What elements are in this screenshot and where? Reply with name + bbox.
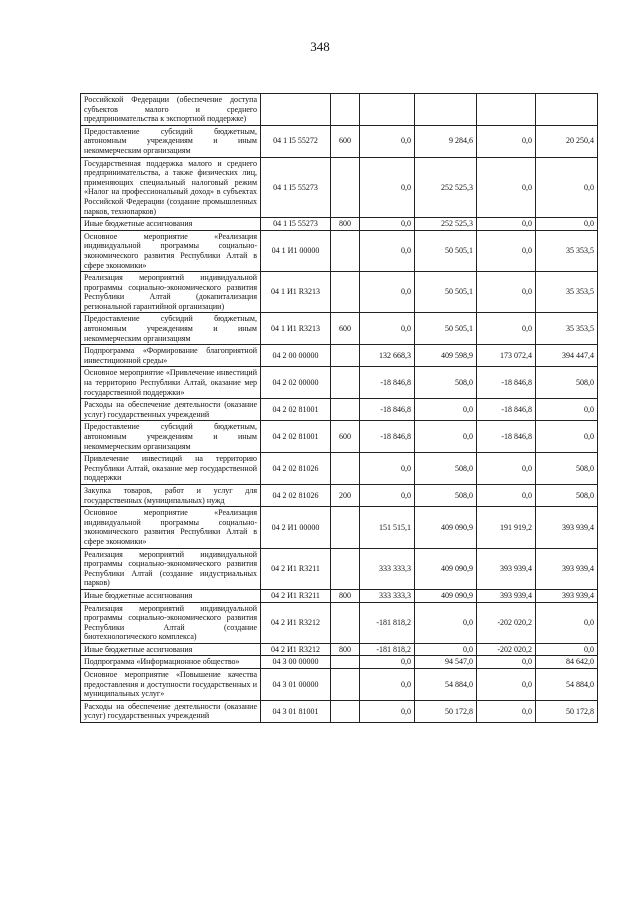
row-name: Предоставление субсидий бюджетным, автономным учреждениям и иным некоммерческим организациям: [81, 313, 261, 345]
table-row: [81, 367, 598, 399]
budget-table: [80, 93, 598, 723]
row-value-2: 0,0: [415, 421, 477, 453]
table-row: [81, 484, 598, 506]
row-value-4: 508,0: [536, 484, 598, 506]
row-value-4: 393 939,4: [536, 589, 598, 602]
row-expense-type: [331, 700, 360, 722]
table-row: [81, 453, 598, 485]
row-value-2: 9 284,6: [415, 125, 477, 157]
row-expense-type: [331, 94, 360, 126]
row-name: Основное мероприятие «Привлечение инвестиций на территорию Республики Алтай, оказание мер государственной поддержки»: [81, 367, 261, 399]
row-name: Российской Федерации (обеспечение доступа субъектов малого и среднего предпринимательства к экспортной поддержке): [81, 94, 261, 126]
table-row: [81, 94, 598, 126]
row-value-1: 151 515,1: [360, 507, 415, 548]
row-value-1: 333 333,3: [360, 589, 415, 602]
row-name: Основное мероприятие «Реализация индивидуальной программы социально-экономического развития Республики Алтай в сфере экономики»: [81, 230, 261, 271]
row-value-1: 0,0: [360, 157, 415, 218]
row-value-3: 173 072,4: [477, 345, 536, 367]
row-value-2: 409 090,9: [415, 507, 477, 548]
row-expense-type: [331, 367, 360, 399]
row-value-2: 508,0: [415, 367, 477, 399]
row-value-3: 0,0: [477, 313, 536, 345]
row-code: 04 3 00 00000: [261, 656, 331, 669]
row-value-1: 0,0: [360, 125, 415, 157]
row-value-3: 393 939,4: [477, 548, 536, 589]
row-value-4: 84 642,0: [536, 656, 598, 669]
table-row: [81, 548, 598, 589]
row-value-3: 0,0: [477, 700, 536, 722]
table-row: [81, 125, 598, 157]
row-code: 04 2 02 00000: [261, 367, 331, 399]
row-value-3: 0,0: [477, 272, 536, 313]
row-value-1: 0,0: [360, 656, 415, 669]
row-value-4: 35 353,5: [536, 313, 598, 345]
table-row: [81, 421, 598, 453]
row-code: 04 2 И1 R3212: [261, 643, 331, 656]
table-row: [81, 669, 598, 701]
row-value-4: 393 939,4: [536, 548, 598, 589]
row-code: 04 1 И1 R3213: [261, 313, 331, 345]
row-name: Реализация мероприятий индивидуальной программы социально-экономического развития Республики Алтай (докапитализация региональной гарантийной организации): [81, 272, 261, 313]
row-value-3: 0,0: [477, 656, 536, 669]
row-expense-type: [331, 602, 360, 643]
row-value-3: -202 020,2: [477, 643, 536, 656]
row-name: Расходы на обеспечение деятельности (оказание услуг) государственных учреждений: [81, 700, 261, 722]
row-value-2: 409 090,9: [415, 589, 477, 602]
row-value-1: 0,0: [360, 669, 415, 701]
row-name: Реализация мероприятий индивидуальной программы социально-экономического развития Республики Алтай (создание биотехнологического комплекса): [81, 602, 261, 643]
row-name: Подпрограмма «Информационное общество»: [81, 656, 261, 669]
row-expense-type: 800: [331, 589, 360, 602]
page-number: 348: [310, 39, 330, 54]
row-name: Расходы на обеспечение деятельности (оказание услуг) государственных учреждений: [81, 399, 261, 421]
row-value-4: 508,0: [536, 453, 598, 485]
row-value-1: 0,0: [360, 700, 415, 722]
row-expense-type: [331, 345, 360, 367]
row-value-1: -181 818,2: [360, 602, 415, 643]
row-name: Закупка товаров, работ и услуг для государственных (муниципальных) нужд: [81, 484, 261, 506]
row-value-1: -181 818,2: [360, 643, 415, 656]
row-expense-type: 600: [331, 313, 360, 345]
row-value-4: 393 939,4: [536, 507, 598, 548]
row-value-3: 0,0: [477, 669, 536, 701]
table-row: [81, 345, 598, 367]
row-value-2: 50 505,1: [415, 313, 477, 345]
row-value-2: 508,0: [415, 453, 477, 485]
row-name: Предоставление субсидий бюджетным, автономным учреждениям и иным некоммерческим организациям: [81, 125, 261, 157]
row-expense-type: [331, 669, 360, 701]
row-value-1: 0,0: [360, 313, 415, 345]
row-value-4: 0,0: [536, 218, 598, 231]
row-value-4: 0,0: [536, 399, 598, 421]
row-code: 04 1 I5 55273: [261, 218, 331, 231]
row-code: 04 3 01 00000: [261, 669, 331, 701]
row-name: Предоставление субсидий бюджетным, автономным учреждениям и иным некоммерческим организациям: [81, 421, 261, 453]
row-value-4: 394 447,4: [536, 345, 598, 367]
row-code: 04 2 00 00000: [261, 345, 331, 367]
row-code: [261, 94, 331, 126]
row-value-4: 50 172,8: [536, 700, 598, 722]
row-code: 04 3 01 81001: [261, 700, 331, 722]
row-value-2: 94 547,0: [415, 656, 477, 669]
table-row: [81, 313, 598, 345]
row-name: Основное мероприятие «Реализация индивидуальной программы социально-экономического развития Республики Алтай в сфере экономики»: [81, 507, 261, 548]
row-value-4: 20 250,4: [536, 125, 598, 157]
row-value-1: 0,0: [360, 484, 415, 506]
table-row: [81, 272, 598, 313]
row-value-4: 54 884,0: [536, 669, 598, 701]
row-value-3: -18 846,8: [477, 367, 536, 399]
row-expense-type: 800: [331, 218, 360, 231]
row-value-2: 54 884,0: [415, 669, 477, 701]
row-name: Иные бюджетные ассигнования: [81, 643, 261, 656]
row-code: 04 2 И1 R3211: [261, 589, 331, 602]
row-value-3: 0,0: [477, 230, 536, 271]
row-value-2: 252 525,3: [415, 157, 477, 218]
row-expense-type: 600: [331, 125, 360, 157]
row-value-3: 0,0: [477, 484, 536, 506]
row-code: 04 2 02 81026: [261, 453, 331, 485]
row-name: Реализация мероприятий индивидуальной программы социально-экономического развития Республики Алтай (создание индустриальных парков): [81, 548, 261, 589]
row-expense-type: [331, 272, 360, 313]
row-value-4: 35 353,5: [536, 272, 598, 313]
row-expense-type: [331, 453, 360, 485]
row-code: 04 2 И1 00000: [261, 507, 331, 548]
row-expense-type: 800: [331, 643, 360, 656]
row-expense-type: [331, 157, 360, 218]
row-value-1: -18 846,8: [360, 367, 415, 399]
row-code: 04 2 02 81026: [261, 484, 331, 506]
table-row: [81, 507, 598, 548]
row-value-2: 252 525,3: [415, 218, 477, 231]
row-value-3: 0,0: [477, 218, 536, 231]
row-name: Государственная поддержка малого и среднего предпринимательства, а также физических лиц, применяющих специальный налоговый режим «Налог на профессиональный доход» в субъектах Российской Федерации (создание промышленных парков, технопарков): [81, 157, 261, 218]
row-value-3: -18 846,8: [477, 399, 536, 421]
row-name: Иные бюджетные ассигнования: [81, 218, 261, 231]
table-row: [81, 230, 598, 271]
row-expense-type: [331, 230, 360, 271]
row-code: 04 1 I5 55273: [261, 157, 331, 218]
row-value-2: 0,0: [415, 399, 477, 421]
row-value-3: 191 919,2: [477, 507, 536, 548]
row-value-1: 0,0: [360, 218, 415, 231]
table-row: [81, 218, 598, 231]
row-value-4: 508,0: [536, 367, 598, 399]
row-value-3: -202 020,2: [477, 602, 536, 643]
row-value-2: 50 505,1: [415, 230, 477, 271]
row-value-1: [360, 94, 415, 126]
row-code: 04 2 И1 R3211: [261, 548, 331, 589]
table-row: [81, 399, 598, 421]
row-code: 04 2 И1 R3212: [261, 602, 331, 643]
row-value-2: 50 172,8: [415, 700, 477, 722]
table-row: [81, 157, 598, 218]
row-value-1: -18 846,8: [360, 399, 415, 421]
row-name: Иные бюджетные ассигнования: [81, 589, 261, 602]
row-value-3: -18 846,8: [477, 421, 536, 453]
row-value-3: 0,0: [477, 453, 536, 485]
row-value-4: 0,0: [536, 602, 598, 643]
row-name: Подпрограмма «Формирование благоприятной инвестиционной среды»: [81, 345, 261, 367]
row-value-2: 50 505,1: [415, 272, 477, 313]
table-row: [81, 700, 598, 722]
row-value-4: 0,0: [536, 643, 598, 656]
table-row: [81, 602, 598, 643]
row-value-1: 0,0: [360, 272, 415, 313]
row-expense-type: [331, 399, 360, 421]
row-code: 04 2 02 81001: [261, 399, 331, 421]
row-name: Основное мероприятие «Повышение качества предоставления и доступности государственных и муниципальных услуг»: [81, 669, 261, 701]
row-code: 04 2 02 81001: [261, 421, 331, 453]
row-code: 04 1 И1 R3213: [261, 272, 331, 313]
row-value-4: 35 353,5: [536, 230, 598, 271]
row-expense-type: 600: [331, 421, 360, 453]
row-name: Привлечение инвестиций на территорию Республики Алтай, оказание мер государственной поддержки: [81, 453, 261, 485]
table-row: [81, 656, 598, 669]
row-value-2: [415, 94, 477, 126]
row-value-2: 508,0: [415, 484, 477, 506]
row-value-2: 409 598,9: [415, 345, 477, 367]
row-value-1: 0,0: [360, 230, 415, 271]
row-expense-type: 200: [331, 484, 360, 506]
row-value-3: [477, 94, 536, 126]
table-row: [81, 589, 598, 602]
row-value-3: 393 939,4: [477, 589, 536, 602]
row-value-2: 409 090,9: [415, 548, 477, 589]
table-row: [81, 643, 598, 656]
row-value-3: 0,0: [477, 157, 536, 218]
row-value-2: 0,0: [415, 602, 477, 643]
row-value-1: 132 668,3: [360, 345, 415, 367]
row-code: 04 1 И1 00000: [261, 230, 331, 271]
row-value-1: -18 846,8: [360, 421, 415, 453]
row-value-1: 0,0: [360, 453, 415, 485]
row-value-2: 0,0: [415, 643, 477, 656]
row-expense-type: [331, 656, 360, 669]
row-expense-type: [331, 548, 360, 589]
row-expense-type: [331, 507, 360, 548]
row-code: 04 1 I5 55272: [261, 125, 331, 157]
row-value-4: [536, 94, 598, 126]
row-value-1: 333 333,3: [360, 548, 415, 589]
budget-table-body: [81, 94, 598, 723]
row-value-4: 0,0: [536, 421, 598, 453]
row-value-4: 0,0: [536, 157, 598, 218]
row-value-3: 0,0: [477, 125, 536, 157]
